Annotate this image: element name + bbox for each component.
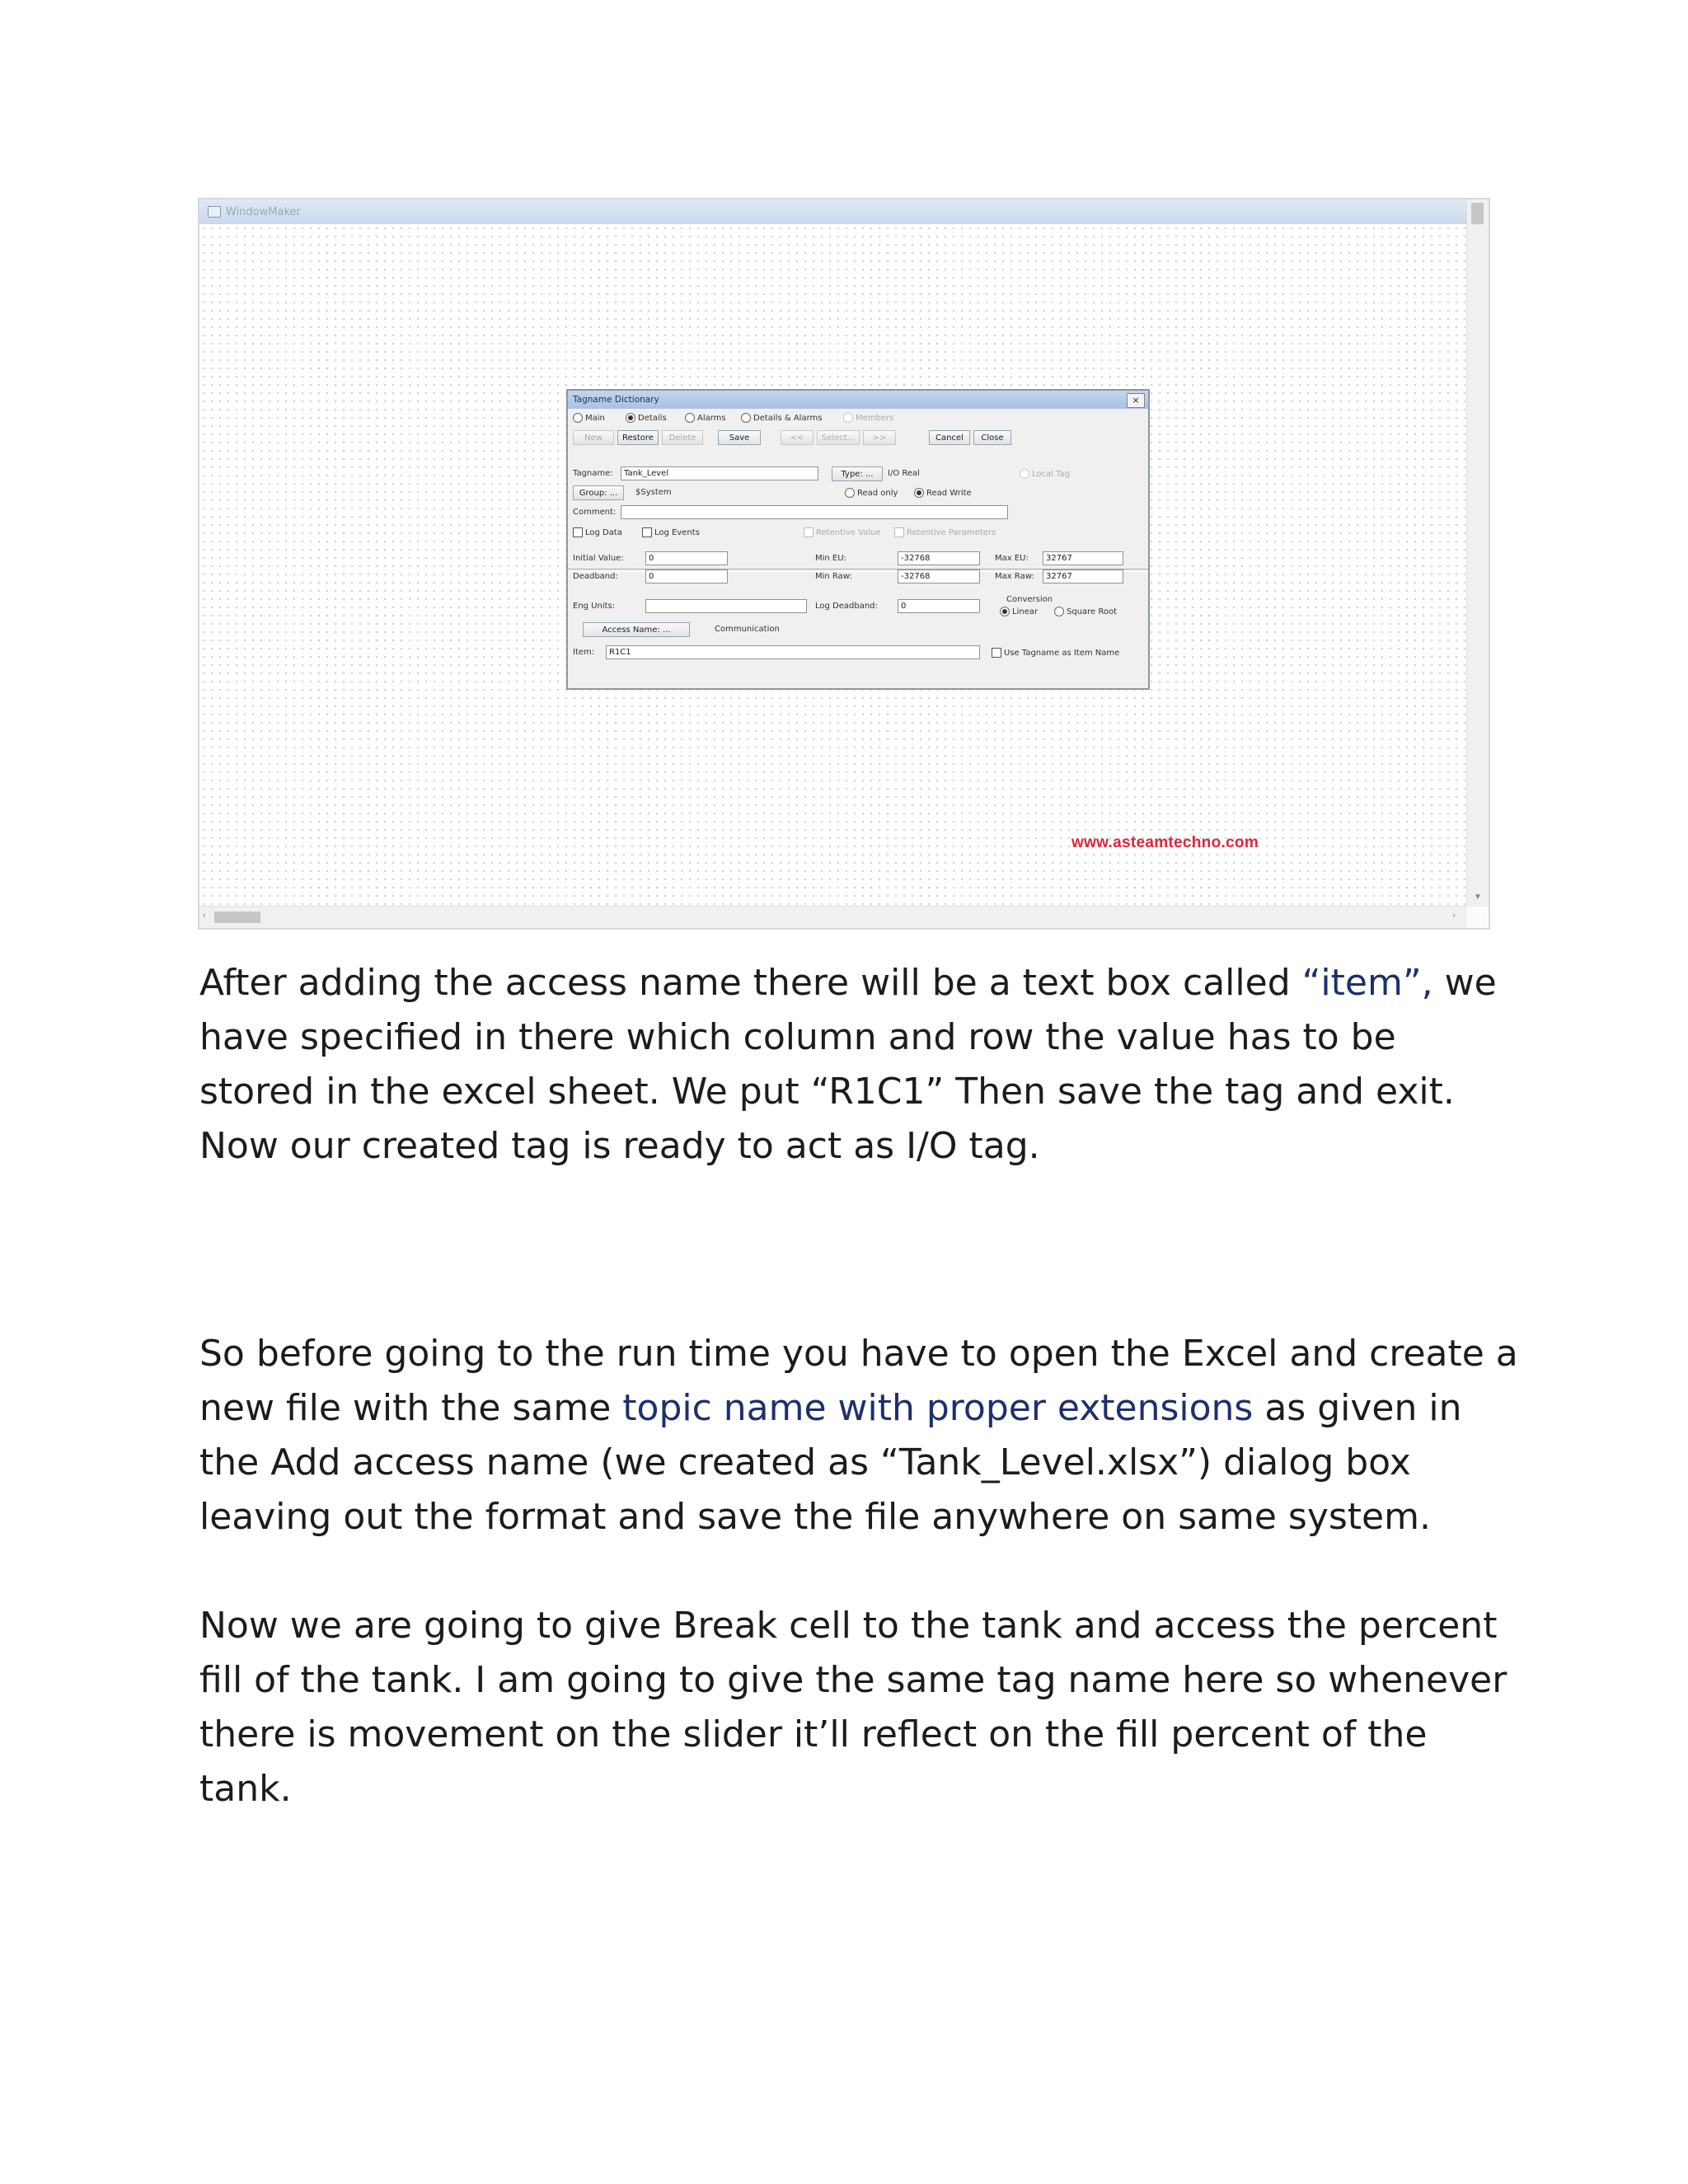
- access-name-button[interactable]: Access Name: ...: [583, 622, 690, 637]
- dialog-close-icon[interactable]: ×: [1127, 393, 1145, 408]
- horizontal-scroll-thumb[interactable]: [214, 912, 260, 923]
- comment-label: Comment:: [573, 508, 617, 517]
- log-events-checkbox[interactable]: Log Events: [642, 527, 700, 537]
- new-button[interactable]: New: [573, 430, 614, 445]
- radio-icon: [685, 413, 695, 423]
- window-titlebar: [199, 199, 1489, 225]
- scroll-right-arrow-icon[interactable]: ›: [1452, 911, 1456, 921]
- watermark: www.asteamtechno.com: [1071, 834, 1259, 851]
- read-write-radio[interactable]: Read Write: [914, 488, 972, 498]
- first-button[interactable]: <<: [781, 430, 814, 445]
- eng-units-input[interactable]: [645, 599, 807, 613]
- last-button[interactable]: >>: [863, 430, 896, 445]
- restore-button[interactable]: Restore: [617, 430, 659, 445]
- item-label: Item:: [573, 648, 595, 657]
- read-only-radio[interactable]: Read only: [845, 488, 898, 498]
- max-raw-label: Max Raw:: [995, 572, 1034, 581]
- paragraph-item-textbox: [199, 956, 1518, 1174]
- tab-details-alarms[interactable]: Details & Alarms: [741, 413, 822, 423]
- tagname-dictionary-dialog: [566, 389, 1150, 690]
- radio-icon: [741, 413, 751, 423]
- paragraph-text: After adding the access name there will be a text box called: [199, 962, 1302, 1004]
- initial-value-label: Initial Value:: [573, 554, 624, 563]
- scroll-left-arrow-icon[interactable]: ‹: [203, 911, 206, 921]
- delete-button[interactable]: Delete: [662, 430, 703, 445]
- tab-alarms[interactable]: Alarms: [685, 413, 726, 423]
- paragraph-text: we have specified in there which column and row the value has to be stored in the excel sheet. We put “R1C1” Then save the tag and exit. Now our created tag is ready to act as I/O tag.: [199, 962, 1497, 1167]
- access-name-value: Communication: [715, 625, 780, 634]
- vertical-scroll-thumb[interactable]: [1471, 203, 1484, 224]
- type-button[interactable]: Type: ...: [832, 466, 883, 481]
- tagname-label: Tagname:: [573, 469, 613, 478]
- cancel-button[interactable]: Cancel: [929, 430, 970, 445]
- radio-icon: [573, 413, 583, 423]
- radio-selected-icon: [626, 413, 635, 423]
- item-link[interactable]: “item”,: [1301, 962, 1433, 1004]
- scroll-down-arrow-icon[interactable]: ▼: [1474, 893, 1482, 902]
- eng-units-label: Eng Units:: [573, 602, 616, 611]
- checkbox-icon: [894, 527, 904, 537]
- vertical-scrollbar[interactable]: [1466, 199, 1489, 907]
- retentive-value-checkbox: Retentive Value: [804, 527, 880, 537]
- group-button[interactable]: Group: ...: [573, 485, 624, 500]
- tab-details[interactable]: Details: [626, 413, 667, 423]
- min-raw-input[interactable]: -32768: [898, 569, 980, 583]
- select-button[interactable]: Select...: [817, 430, 860, 445]
- checkbox-icon: [573, 527, 583, 537]
- close-button[interactable]: Close: [973, 430, 1011, 445]
- radio-icon: [843, 413, 853, 423]
- topic-name-link[interactable]: topic name with proper extensions: [622, 1387, 1254, 1429]
- max-eu-input[interactable]: 32767: [1043, 551, 1123, 565]
- item-input[interactable]: R1C1: [606, 645, 980, 659]
- window-title: WindowMaker: [226, 205, 301, 218]
- tab-main[interactable]: Main: [573, 413, 605, 423]
- log-deadband-label: Log Deadband:: [815, 602, 878, 611]
- log-deadband-input[interactable]: 0: [898, 599, 980, 613]
- radio-selected-icon: [1000, 607, 1010, 616]
- min-eu-label: Min EU:: [815, 554, 846, 563]
- radio-icon: [1054, 607, 1064, 616]
- group-value: $System: [635, 488, 672, 497]
- radio-icon: [845, 488, 855, 498]
- horizontal-scrollbar[interactable]: [199, 906, 1467, 928]
- local-tag-checkbox: Local Tag: [1020, 469, 1070, 479]
- paragraph-excel-file: [199, 1327, 1518, 1544]
- retentive-parameters-checkbox: Retentive Parameters: [894, 527, 996, 537]
- conversion-label: Conversion: [1006, 595, 1053, 604]
- max-raw-input[interactable]: 32767: [1043, 569, 1123, 583]
- checkbox-icon: [992, 648, 1001, 658]
- deadband-input[interactable]: 0: [645, 569, 728, 583]
- type-value: I/O Real: [888, 469, 920, 478]
- max-eu-label: Max EU:: [995, 554, 1029, 563]
- paragraph-break-cell: Now we are going to give Break cell to the tank and access the percent fill of the tank. I am going to give the same tag name here so whenever there is movement on the slider it’ll reflect on the fill percent of the tank.: [199, 1605, 1507, 1810]
- checkbox-icon: [804, 527, 814, 537]
- radio-selected-icon: [914, 488, 924, 498]
- tagname-input[interactable]: Tank_Level: [621, 466, 818, 480]
- log-data-checkbox[interactable]: Log Data: [573, 527, 622, 537]
- linear-radio[interactable]: Linear: [1000, 607, 1038, 616]
- screenshot-window: [198, 198, 1490, 930]
- window-icon: [208, 206, 221, 218]
- min-raw-label: Min Raw:: [815, 572, 852, 581]
- dialog-title: Tagname Dictionary: [568, 391, 1148, 409]
- deadband-label: Deadband:: [573, 572, 618, 581]
- comment-input[interactable]: [621, 505, 1008, 519]
- use-tagname-checkbox[interactable]: Use Tagname as Item Name: [992, 648, 1119, 658]
- save-button[interactable]: Save: [718, 430, 761, 445]
- paragraph-text: So before going to the run time you have to open the Excel and create a new file with the same: [199, 1333, 1518, 1429]
- paragraph-text: as given in the Add access name (we created as “Tank_Level.xlsx”) dialog box leaving out the format and save the file anywhere on same system.: [199, 1387, 1462, 1538]
- radio-icon: [1020, 469, 1029, 479]
- min-eu-input[interactable]: -32768: [898, 551, 980, 565]
- square-root-radio[interactable]: Square Root: [1054, 607, 1117, 616]
- checkbox-icon: [642, 527, 652, 537]
- tab-members: Members: [843, 413, 893, 423]
- initial-value-input[interactable]: 0: [645, 551, 728, 565]
